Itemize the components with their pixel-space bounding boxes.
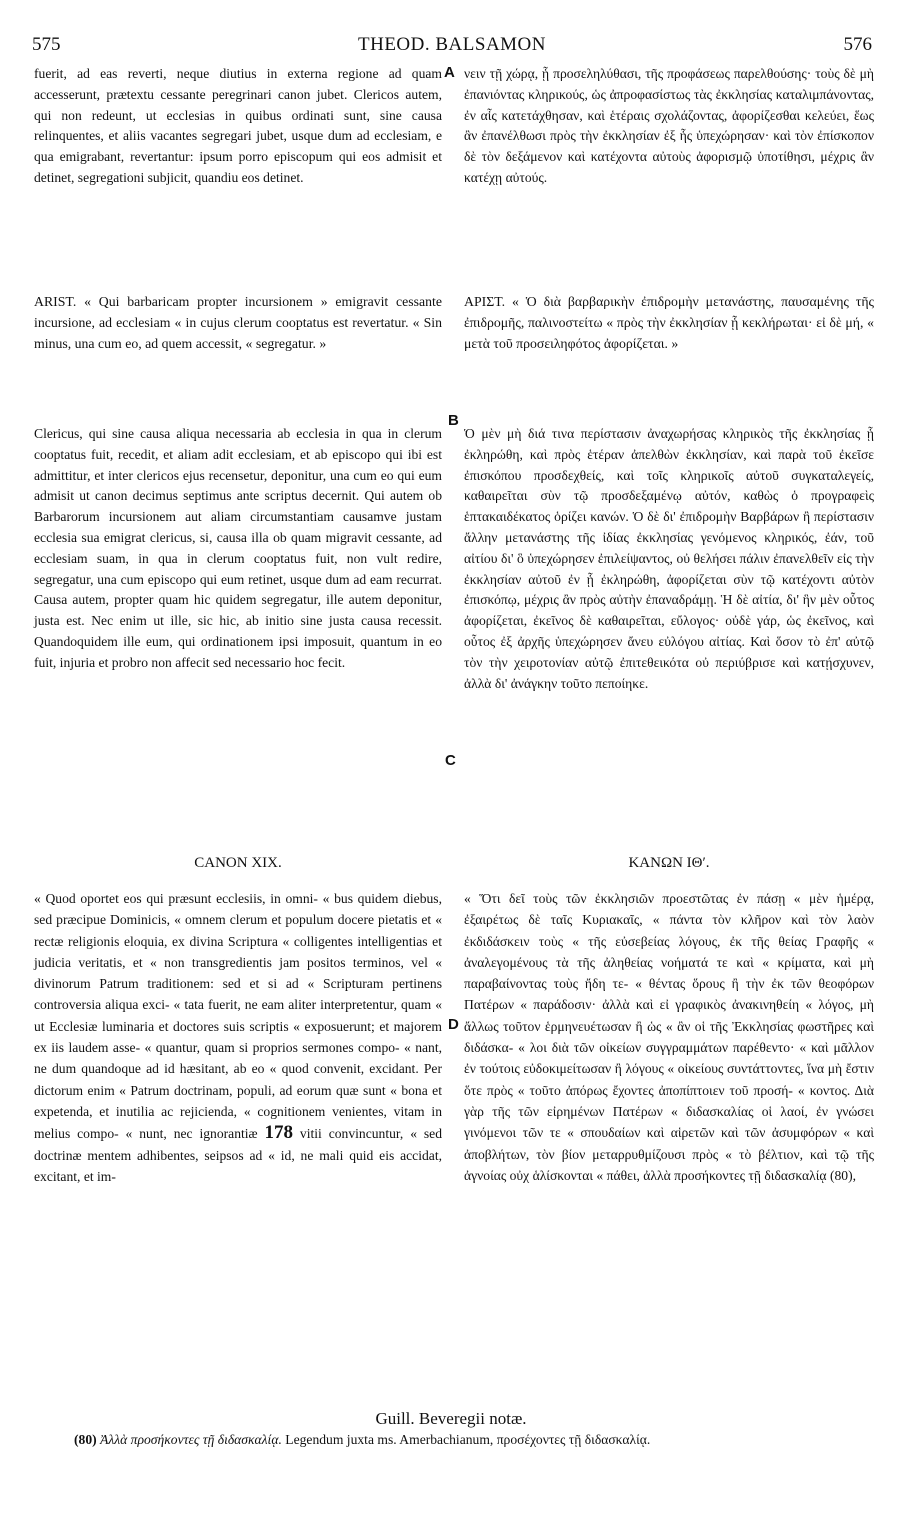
latin-paragraph: Clericus, qui sine causa aliqua necessaria ab ecclesia in qua in clerum cooptatus fuit, recedit, et aliam adit ecclesiam, et ab episcopo qui ibi est admittitur, et inter clericos ejus recensetur, deponitur, una cum eo qui eum admisit ut canon decimus septimus ante scriptus decernit. Qui autem ob Barbarorum incursionem aut aliam circumstantiam causamve justam ecclesia sua emigrat clericus, si, causa illa ob quam migravit cessante, ad ecclesiam suam, in qua in clerum cooptatus fuit, non vult redire, segregatur, una cum episcopo qui eum retinet, usque dum ad eam recurrat. Causa autem, propter quam hic quidem segregatur, ille autem deponitur, justa est. Nec enim ut ille, sic hic, ab initio sine justa causa recessit. Quandoquidem ille eum, qui ordinationem ipsi imposuit, quantum in eo fuit, injuria et probro non affecit sed necessario hoc fecit. xyxy=(34,426,442,670)
footnote-greek-phrase: Ἀλλὰ προσήκοντες τῇ διδασκαλίᾳ. xyxy=(100,1432,282,1447)
latin-canon-part-a: « Quod oportet eos qui præsunt ecclesiis, in omni- « bus quidem diebus, sed præcipue Dominicis, « omnem clerum et populum docere pietatis et « rectæ religionis eloquia, ex divina Scriptura « colligentes intelligentias et judicia veritatis, et « non transgredientis jam positos terminos, vel « divinorum Patrum traditionem: sed et si ad « Scripturam pertinens controversia aliqua exci- « tata fuerit, ne eam aliter interpretentur, quam « ut Ecclesiæ luminaria et doctores suis scriptis « exposuerunt; et majorem ex iis laudem asse- « quantur, quam si proprios sermones compo- « nant, ne dum quandoque ad id hæsitant, ab eo « quod convenit, excidant. Per dictorum enim « Patrum doctrinam, populi, ad eorum quæ sunt « bona et expetenda, et inutilia ac rejicienda, « cognitionem venientes, vitam in melius compo- « nunt, nec ignorantiæ xyxy=(34,891,442,1142)
greek-arist xyxy=(464,292,874,354)
margin-marker-a: A xyxy=(444,64,455,81)
footnote-text: Legendum juxta ms. Amerbachianum, προσέχοντες τῇ διδασκαλίᾳ. xyxy=(285,1432,651,1447)
arist-text-greek: « Ὁ διὰ βαρβαρικὴν ἐπιδρομὴν μετανάστης, παυσαμένης τῆς ἐπιδρομῆς, παλινοστείτω « πρὸς τὴν ἐκκλησίαν ᾗ κεκλήρωται· εἰ δὲ μή, « μετὰ τοῦ προσειληφότος ἀφορίζεται. » xyxy=(464,294,875,351)
running-title: THEOD. BALSAMON xyxy=(358,34,546,55)
footnote xyxy=(74,1431,868,1449)
latin-canon-part-b: vitii convincuntur, « sed doctrinæ mentem adhibentes, seipsos ad « id, ne mali quid eis accidat, excitant, et im- xyxy=(34,1126,442,1184)
canon-heading-latin: CANON XIX. xyxy=(194,855,282,871)
latin-block-2 xyxy=(34,424,442,674)
latin-arist xyxy=(34,292,442,354)
greek-block-2 xyxy=(464,424,874,694)
greek-canon-text xyxy=(464,888,874,1186)
latin-canon-text xyxy=(34,888,442,1187)
greek-block-1 xyxy=(464,64,874,189)
arist-label-latin: ARIST. xyxy=(34,294,77,309)
margin-marker-d: D xyxy=(448,1016,459,1033)
page-number-right: 576 xyxy=(843,34,872,55)
latin-paragraph: fuerit, ad eas reverti, neque diutius in externa regione ad quam accesserunt, prætextu cessante peregrinari canon jubet. Clericos autem, qui non redeunt, ut ecclesias in quibus ordinati sunt, sine causa relinquentes, et aliis vacantes segregari jubet, usque dum ad ecclesiam, e qua emigrabant, revertantur: ipsum porro episcopum qui eos admisit et detinet, segregationi subjicit, quandiu eos detinet. xyxy=(34,66,442,185)
greek-paragraph: νειν τῇ χώρᾳ, ᾗ προσεληλύθασι, τῆς προφάσεως παρελθούσης· τοὺς δὲ μὴ ἐπανιόντας κληρικούς, ὡς ἀπροφασίστως τὰς ἐκκλησίας καταλιμπάνοντας, ἐν αἷς κατετάχθησαν, καὶ ἑτέραις σχολάζοντας, ἀφορίζεσθαι κελεύει, ἕως ἂν ἐπανέλθωσι πρὸς τὴν ἐκκλησίαν ἐξ ἧς ὑπεχώρησαν· καὶ τὸν ἐπίσκοπον δὲ τὸν δεξάμενον καὶ κατέχοντα αὐτοὺς ἀφορισμῷ ὑποτίθησι, μέχρις ἂν κατέχῃ αὐτούς. xyxy=(464,66,874,185)
greek-paragraph: Ὁ μὲν μὴ διά τινα περίστασιν ἀναχωρήσας κληρικὸς τῆς ἐκκλησίας ᾗ ἐκληρώθη, καὶ πρὸς ἑτέραν ἀπελθὼν ἐκκλησίαν, καὶ παρὰ τοῦ ἐκεῖσε ἐπισκόπου προσδεχθείς, καὶ τοῖς κληρικοῖς αὐτοῦ συγκαταλεγείς, καθαιρεῖται σὺν τῷ προσδεξαμένῳ αὐτόν, καθὼς ὁ προγραφεὶς ἑπτακαιδέκατος ὁρίζει κανών. Ὁ δὲ δι' ἐπιδρομὴν Βαρβάρων ἢ περίστασιν ἄλλην μετανάστης τῆς ἰδίας ἐκκλησίας γενόμενος κληρικός, ἐάν, τοῦ αἰτίου δι' ὃ ὑπεχώρησεν ἐπιλείψαντος, οὐ θελήσει πάλιν ἐπανελθεῖν εἰς τὴν ἐκκλησίαν αὐτοῦ ἐν ᾗ ἐκληρώθη, ἀφορίζεται σὺν τῷ κατέχοντι αὐτὸν ἐπισκόπῳ, μέχρις ἂν πρὸς αὐτὴν ἐπαναδράμῃ. Ἡ δὲ αἰτία, δι' ἣν μὲν οὗτος ἀφορίζεται, ἐκεῖνος δὲ καθαιρεῖται, εὔλογος· οὐδὲ γάρ, ὡς ἐκεῖνος, καὶ οὗτος ἐξ ἀρχῆς ὑπεχώρησεν ἄνευ εὐλόγου αἰτίας. Καὶ ὅσον τὸ ἐπ' αὐτῷ τὸν τὴν χειροτονίαν αὐτῷ ἐπιτεθεικότα οὐ περιύβρισε καὶ κατῄσχυνεν, ἀλλὰ δι' ἀνάγκην τοῦτο πεποίηκε. xyxy=(464,426,874,691)
footnote-label: (80) xyxy=(74,1432,97,1447)
arist-label-greek: ΑΡΙΣΤ. xyxy=(464,294,506,309)
page-header xyxy=(32,34,872,58)
margin-marker-c: C xyxy=(445,752,456,769)
notes-title: Guill. Beveregii notæ. xyxy=(375,1409,527,1428)
canon-heading-greek: ΚΑΝΩΝ ΙΘʹ. xyxy=(628,855,710,871)
greek-paragraph: « Ὅτι δεῖ τοὺς τῶν ἐκκλησιῶν προεστῶτας ἐν πάσῃ « μὲν ἡμέρᾳ, ἐξαιρέτως δὲ ταῖς Κυριακαῖς, « πάντα τὸν κλῆρον καὶ τὸν λαὸν ἐκδιδάσκειν τοὺς « τῆς εὐσεβείας λόγους, ἐκ τῆς θείας Γραφῆς « ἀναλεγομένους τὰ τῆς ἀληθείας νοήματά τε καὶ « κρίματα, καὶ μὴ παραβαίνοντας τοὺς ἤδη τε- « θέντας ὅρους ἢ τὴν ἐκ τῶν θεοφόρων Πατέρων « παράδοσιν· ἀλλὰ καὶ εἰ γραφικὸς ἀνακινηθείη « λόγος, μὴ ἄλλως τοῦτον ἑρμηνευέτωσαν ἢ ὡς « ἂν οἱ τῆς Ἐκκλησίας φωστῆρες καὶ διδάσκα- « λοι διὰ τῶν οἰκείων συγγραμμάτων παρέθεντο· « καὶ μᾶλλον ἐν τούτοις εὐδοκιμείτωσαν ἢ λόγους « οἰκείους συντάττοντες, ἵνα μὴ ἔστιν ὅτε πρὸς « τοῦτο ἀπόρως ἔχοντες ἀποπίπτοιεν τοῦ προσή- « κοντος. Διὰ γὰρ τῆς τῶν εἰρημένων Πατέρων « διδασκαλίας οἱ λαοί, ἐν γνώσει γινόμενοι τῶν τε « σπουδαίων καὶ αἱρετῶν καὶ τῶν ἀσυμφόρων « καὶ ἀποβλήτων, τὸν βίον μεταρρυθμίζουσι πρὸς « τὸ βέλτιον, καὶ τῷ τῆς ἀγνοίας οὐχ ἁλίσκονται « πάθει, ἀλλὰ προσήκοντες τῇ διδασκαλίᾳ (80), xyxy=(464,891,874,1183)
latin-block-1 xyxy=(34,64,442,189)
arist-text-latin: « Qui barbaricam propter incursionem » emigravit cessante incursione, ad ecclesiam « in cujus clerum cooptatus est revertatur. « Sin minus, una cum eo, ad quem accessit, « segregatur. » xyxy=(34,294,443,351)
page-number-left: 575 xyxy=(32,34,61,55)
column-number: 178 xyxy=(264,1122,294,1144)
margin-marker-b: B xyxy=(448,412,459,429)
